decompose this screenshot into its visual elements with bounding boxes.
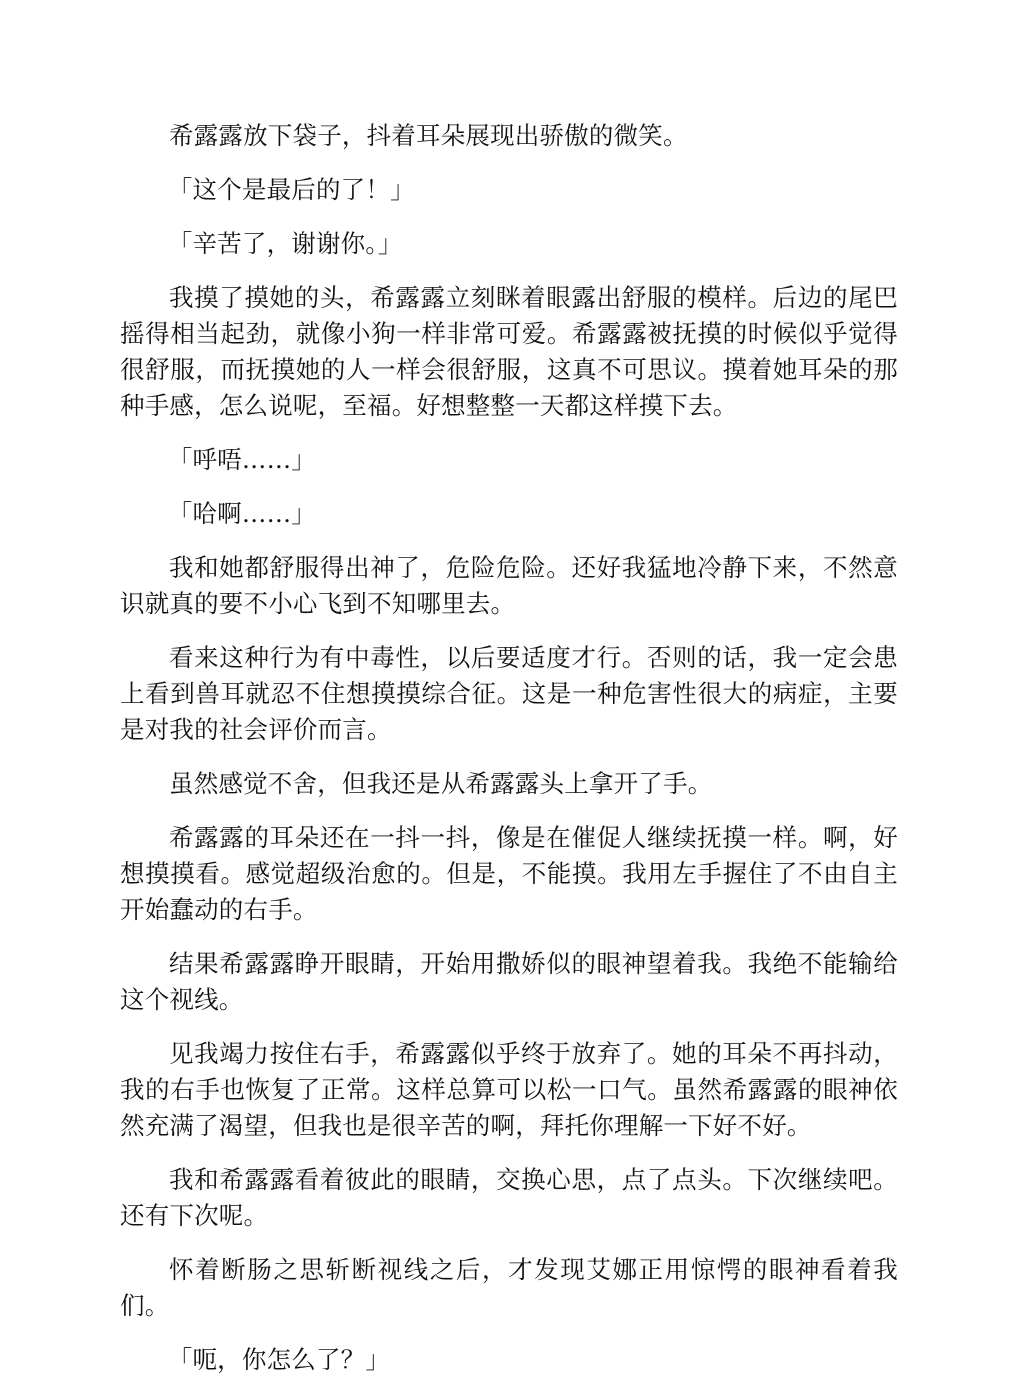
paragraph: 虽然感觉不舍，但我还是从希露露头上拿开了手。 (169, 769, 713, 798)
dialog-line: 「这个是最后的了！」 (167, 175, 415, 204)
paragraph: 希露露的耳朵还在一抖一抖，像是在催促人继续抚摸一样。啊，好想摸摸看。感觉超级治愈的。但是，不能摸。我用左手握住了不由自主开始蠢动的右手。 (120, 823, 898, 924)
paragraph: 我摸了摸她的头，希露露立刻眯着眼露出舒服的模样。后边的尾巴摇得相当起劲，就像小狗一样非常可爱。希露露被抚摸的时候似乎觉得很舒服，而抚摸她的人一样会很舒服，这真不可思议。摸着她耳朵的那种手感，怎么说呢，至福。好想整整一天都这样摸下去。 (120, 283, 898, 420)
paragraph: 见我竭力按住右手，希露露似乎终于放弃了。她的耳朵不再抖动，我的右手也恢复了正常。这样总算可以松一口气。虽然希露露的眼神依然充满了渴望，但我也是很辛苦的啊，拜托你理解一下好不好。 (120, 1039, 898, 1140)
dialog-line: 「哈啊……」 (167, 499, 316, 528)
paragraph: 看来这种行为有中毒性，以后要适度才行。否则的话，我一定会患上看到兽耳就忍不住想摸摸综合征。这是一种危害性很大的病症，主要是对我的社会评价而言。 (120, 643, 898, 744)
paragraph: 怀着断肠之思斩断视线之后，才发现艾娜正用惊愕的眼神看着我们。 (120, 1255, 898, 1320)
dialog-line: 「呃，你怎么了？」 (167, 1345, 391, 1374)
paragraph: 结果希露露睁开眼睛，开始用撒娇似的眼神望着我。我绝不能输给这个视线。 (120, 949, 898, 1014)
paragraph: 希露露放下袋子，抖着耳朵展现出骄傲的微笑。 (169, 121, 688, 150)
document-page (120, 118, 898, 1396)
paragraph: 我和希露露看着彼此的眼睛，交换心思，点了点头。下次继续吧。还有下次呢。 (120, 1165, 898, 1230)
dialog-line: 「辛苦了，谢谢你。」 (167, 229, 403, 258)
dialog-line: 「呼唔……」 (167, 445, 316, 474)
paragraph: 我和她都舒服得出神了，危险危险。还好我猛地冷静下来，不然意识就真的要不小心飞到不知哪里去。 (120, 553, 898, 618)
